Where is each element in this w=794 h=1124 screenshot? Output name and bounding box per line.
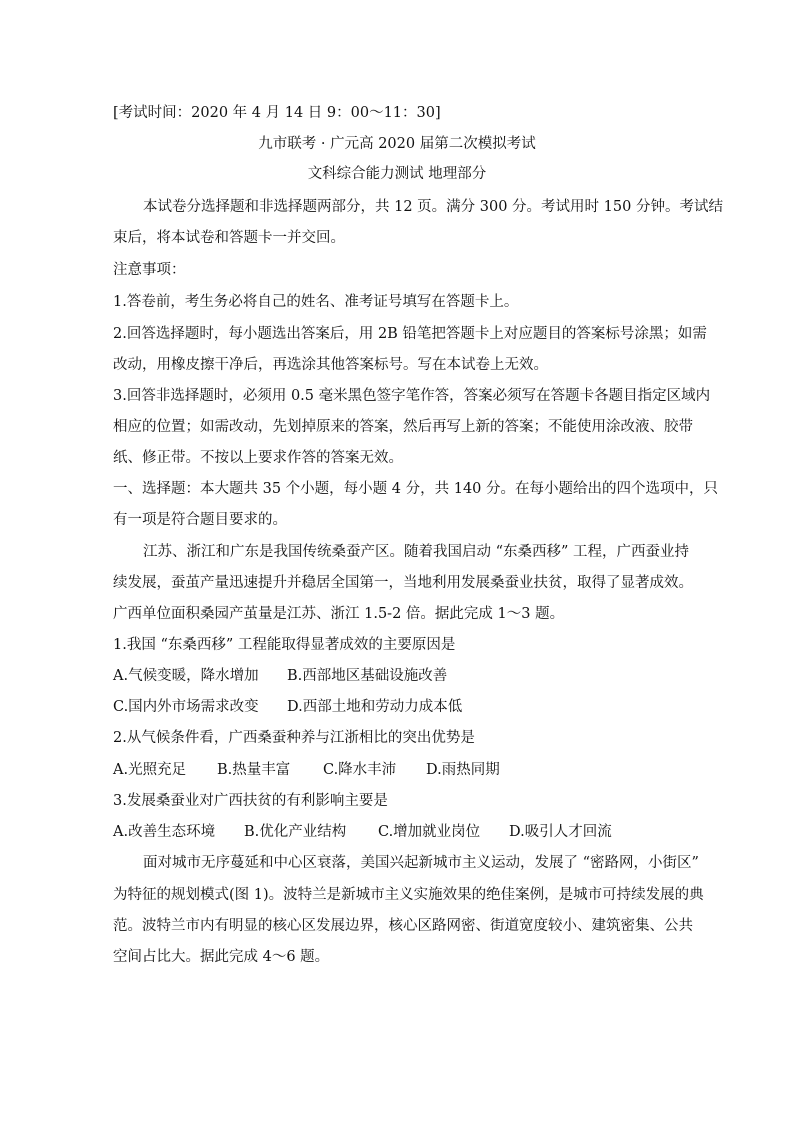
passage-line: 广西单位面积桑园产茧量是江苏、浙江 1.5-2 倍。据此完成 1～3 题。 (113, 606, 565, 622)
passage-line: 续发展，蚕茧产量迅速提升并稳居全国第一，当地利用发展桑蚕业扶贫，取得了显著成效。 (113, 575, 693, 591)
q1-option-c: C.国内外市场需求改变 (113, 699, 259, 715)
section-heading: 一、选择题：本大题共 35 个小题，每小题 4 分，共 140 分。在每小题给出的四个选项中，只 (113, 481, 719, 497)
question-1-stem: 1.我国 “东桑西移” 工程能取得显著成效的主要原因是 (113, 637, 456, 653)
q2-option-c: C.降水丰沛 (323, 762, 397, 778)
note-line: 相应的位置；如需改动，先划掉原来的答案，然后再写上新的答案；不能使用涂改液、胶带 (113, 419, 693, 435)
note-line: 2.回答选择题时，每小题选出答案后，用 2B 铅笔把答题卡上对应题目的答案标号涂黑；如需 (113, 326, 707, 342)
q2-option-d: D.雨热同期 (426, 762, 500, 778)
note-line: 1.答卷前，考生务必将自己的姓名、准考证号填写在答题卡上。 (113, 294, 519, 310)
passage-line: 范。波特兰市内有明显的核心区发展边界，核心区路网密、街道宽度较小、建筑密集、公共 (113, 918, 693, 934)
exam-time: [考试时间：2020 年 4 月 14 日 9：00～11：30] (113, 105, 441, 121)
q1-option-b: B.西部地区基础设施改善 (287, 668, 448, 684)
exam-title: 九市联考 · 广元高 2020 届第二次模拟考试 (258, 136, 536, 152)
q2-option-a: A.光照充足 (113, 762, 187, 778)
q2-option-b: B.热量丰富 (217, 762, 291, 778)
note-line: 3.回答非选择题时，必须用 0.5 毫米黑色签字笔作答，答案必须写在答题卡各题目指定区域内 (113, 388, 711, 404)
q3-option-b: B.优化产业结构 (244, 824, 347, 840)
q3-option-d: D.吸引人才回流 (509, 824, 612, 840)
note-line: 纸、修正带。不按以上要求作答的答案无效。 (113, 450, 403, 466)
intro-line: 本试卷分选择题和非选择题两部分，共 12 页。满分 300 分。考试用时 150 分钟。考试结 (143, 199, 723, 215)
q3-option-c: C.增加就业岗位 (378, 824, 481, 840)
note-line: 改动，用橡皮擦干净后，再选涂其他答案标号。写在本试卷上无效。 (113, 357, 548, 373)
q3-option-a: A.改善生态环境 (113, 824, 216, 840)
section-heading: 有一项是符合题目要求的。 (113, 512, 287, 528)
passage-line: 江苏、浙江和广东是我国传统桑蚕产区。随着我国启动 “东桑西移” 工程，广西蚕业持 (143, 544, 690, 560)
exam-subtitle: 文科综合能力测试 地理部分 (307, 166, 487, 182)
q1-option-a: A.气候变暖，降水增加 (113, 668, 259, 684)
question-2-stem: 2.从气候条件看，广西桑蚕种养与江浙相比的突出优势是 (113, 730, 475, 746)
notes-heading: 注意事项： (113, 262, 186, 278)
passage-line: 为特征的规划模式(图 1)。波特兰是新城市主义实施效果的绝佳案例，是城市可持续发展的典 (113, 887, 704, 903)
passage-line: 空间占比大。据此完成 4～6 题。 (113, 949, 330, 965)
q1-option-d: D.西部土地和劳动力成本低 (287, 699, 463, 715)
passage-line: 面对城市无序蔓延和中心区衰落，美国兴起新城市主义运动，发展了 “密路网，小街区” (143, 855, 699, 871)
intro-line: 束后，将本试卷和答题卡一并交回。 (113, 230, 345, 246)
question-3-stem: 3.发展桑蚕业对广西扶贫的有利影响主要是 (113, 793, 388, 809)
